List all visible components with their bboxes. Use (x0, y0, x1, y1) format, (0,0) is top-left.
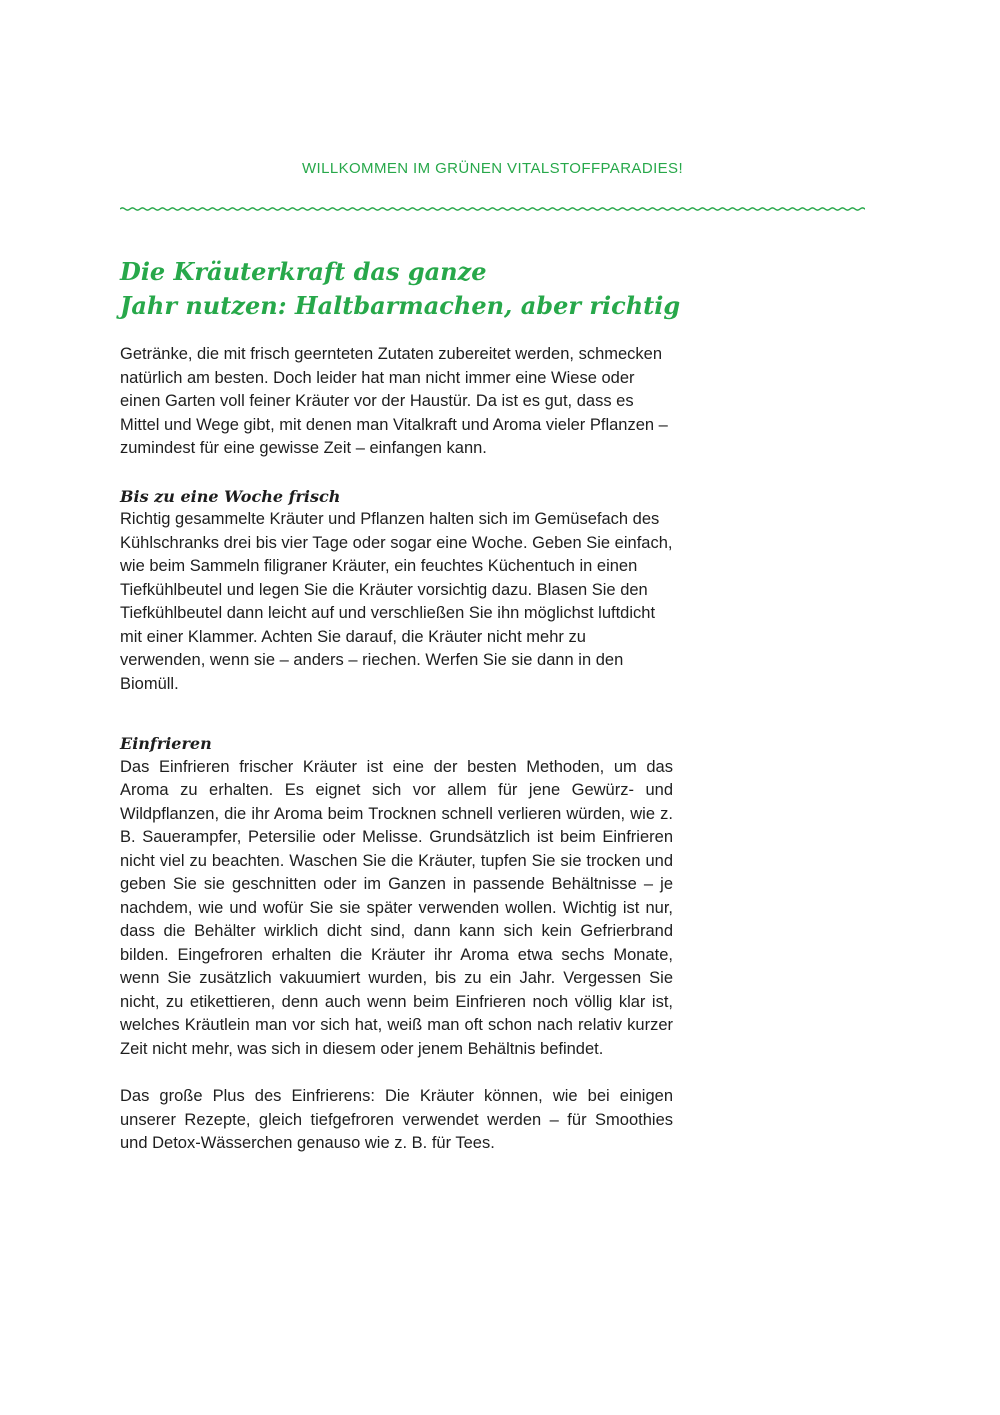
section-body-freezing: Das Einfrieren frischer Kräuter ist eine der besten Methoden, um das Aroma zu erhalten. Es eignet sich vor allem für jene Gewürz- und Wildpflanzen, die ihr Aroma beim Trocknen schnell verlieren würden, wie z. B. Sauerampfer, Petersilie oder Melisse. Grundsätzlich ist beim Einfrieren nicht viel zu beachten. Waschen Sie die Kräuter, tupfen Sie sie trocken und geben Sie sie geschnitten oder im Ganzen in passende Behältnisse – je nachdem, wie und wofür Sie sie später verwenden wollen. Wichtig ist nur, dass die Behälter wirklich dicht sind, dann kann sich kein Gefrierbrand bilden. Eingefroren erhalten die Kräuter ihr Aroma etwa sechs Monate, wenn Sie zusätzlich vakuumiert wurden, bis zu ein Jahr. Vergessen Sie nicht, zu etikettieren, denn auch wenn beim Einfrieren noch völlig klar ist, welches Kräutlein man vor sich hat, weiß man oft schon nach relativ kurzer Zeit nicht mehr, was sich in diesem oder jenem Behältnis befindet. (120, 757, 673, 1058)
wavy-divider (120, 203, 865, 215)
article-title-line-1: Die Kräuterkraft das ganze (120, 257, 487, 286)
intro-paragraph: Getränke, die mit frisch geernteten Zutaten zubereitet werden, schmecken natürlich am besten. Doch leider hat man nicht immer eine Wiese oder einen Garten voll feiner Kräuter vor der Haustür. Da ist es gut, dass es Mittel und Wege gibt, mit denen man Vitalkraft und Aroma vieler Pflanzen – zumindest für eine gewisse Zeit – einfangen kann. (120, 345, 668, 457)
wavy-divider-line (120, 208, 865, 210)
running-header: WILLKOMMEN IM GRÜNEN VITALSTOFFPARADIES! (301, 160, 684, 177)
article-title-line-2: Jahr nutzen: Haltbarmachen, aber richtig (120, 291, 681, 320)
article-body (120, 343, 673, 1156)
section-heading-freezing: Einfrieren (120, 734, 212, 753)
section-body-freezing-plus: Das große Plus des Einfrierens: Die Kräuter können, wie bei einigen unserer Rezepte, gleich tiefgefroren verwendet werden – für Smoothies und Detox-Wässerchen genauso wie z. B. für Tees. (120, 1087, 673, 1152)
article-title (120, 255, 740, 323)
section-body-fresh: Richtig gesammelte Kräuter und Pflanzen halten sich im Gemüsefach des Kühlschranks drei bis vier Tage oder sogar eine Woche. Geben Sie einfach, wie beim Sammeln filigraner Kräuter, ein feuchtes Küchentuch in einen Tiefkühlbeutel und legen Sie die Kräuter vorsichtig dazu. Blasen Sie den Tiefkühlbeutel dann leicht auf und verschließen Sie ihn möglichst luftdicht mit einer Klammer. Achten Sie darauf, die Kräuter nicht mehr zu verwenden, wenn sie – anders – riechen. Werfen Sie sie dann in den Biomüll. (120, 510, 673, 693)
section-heading-fresh: Bis zu eine Woche frisch (120, 486, 341, 506)
